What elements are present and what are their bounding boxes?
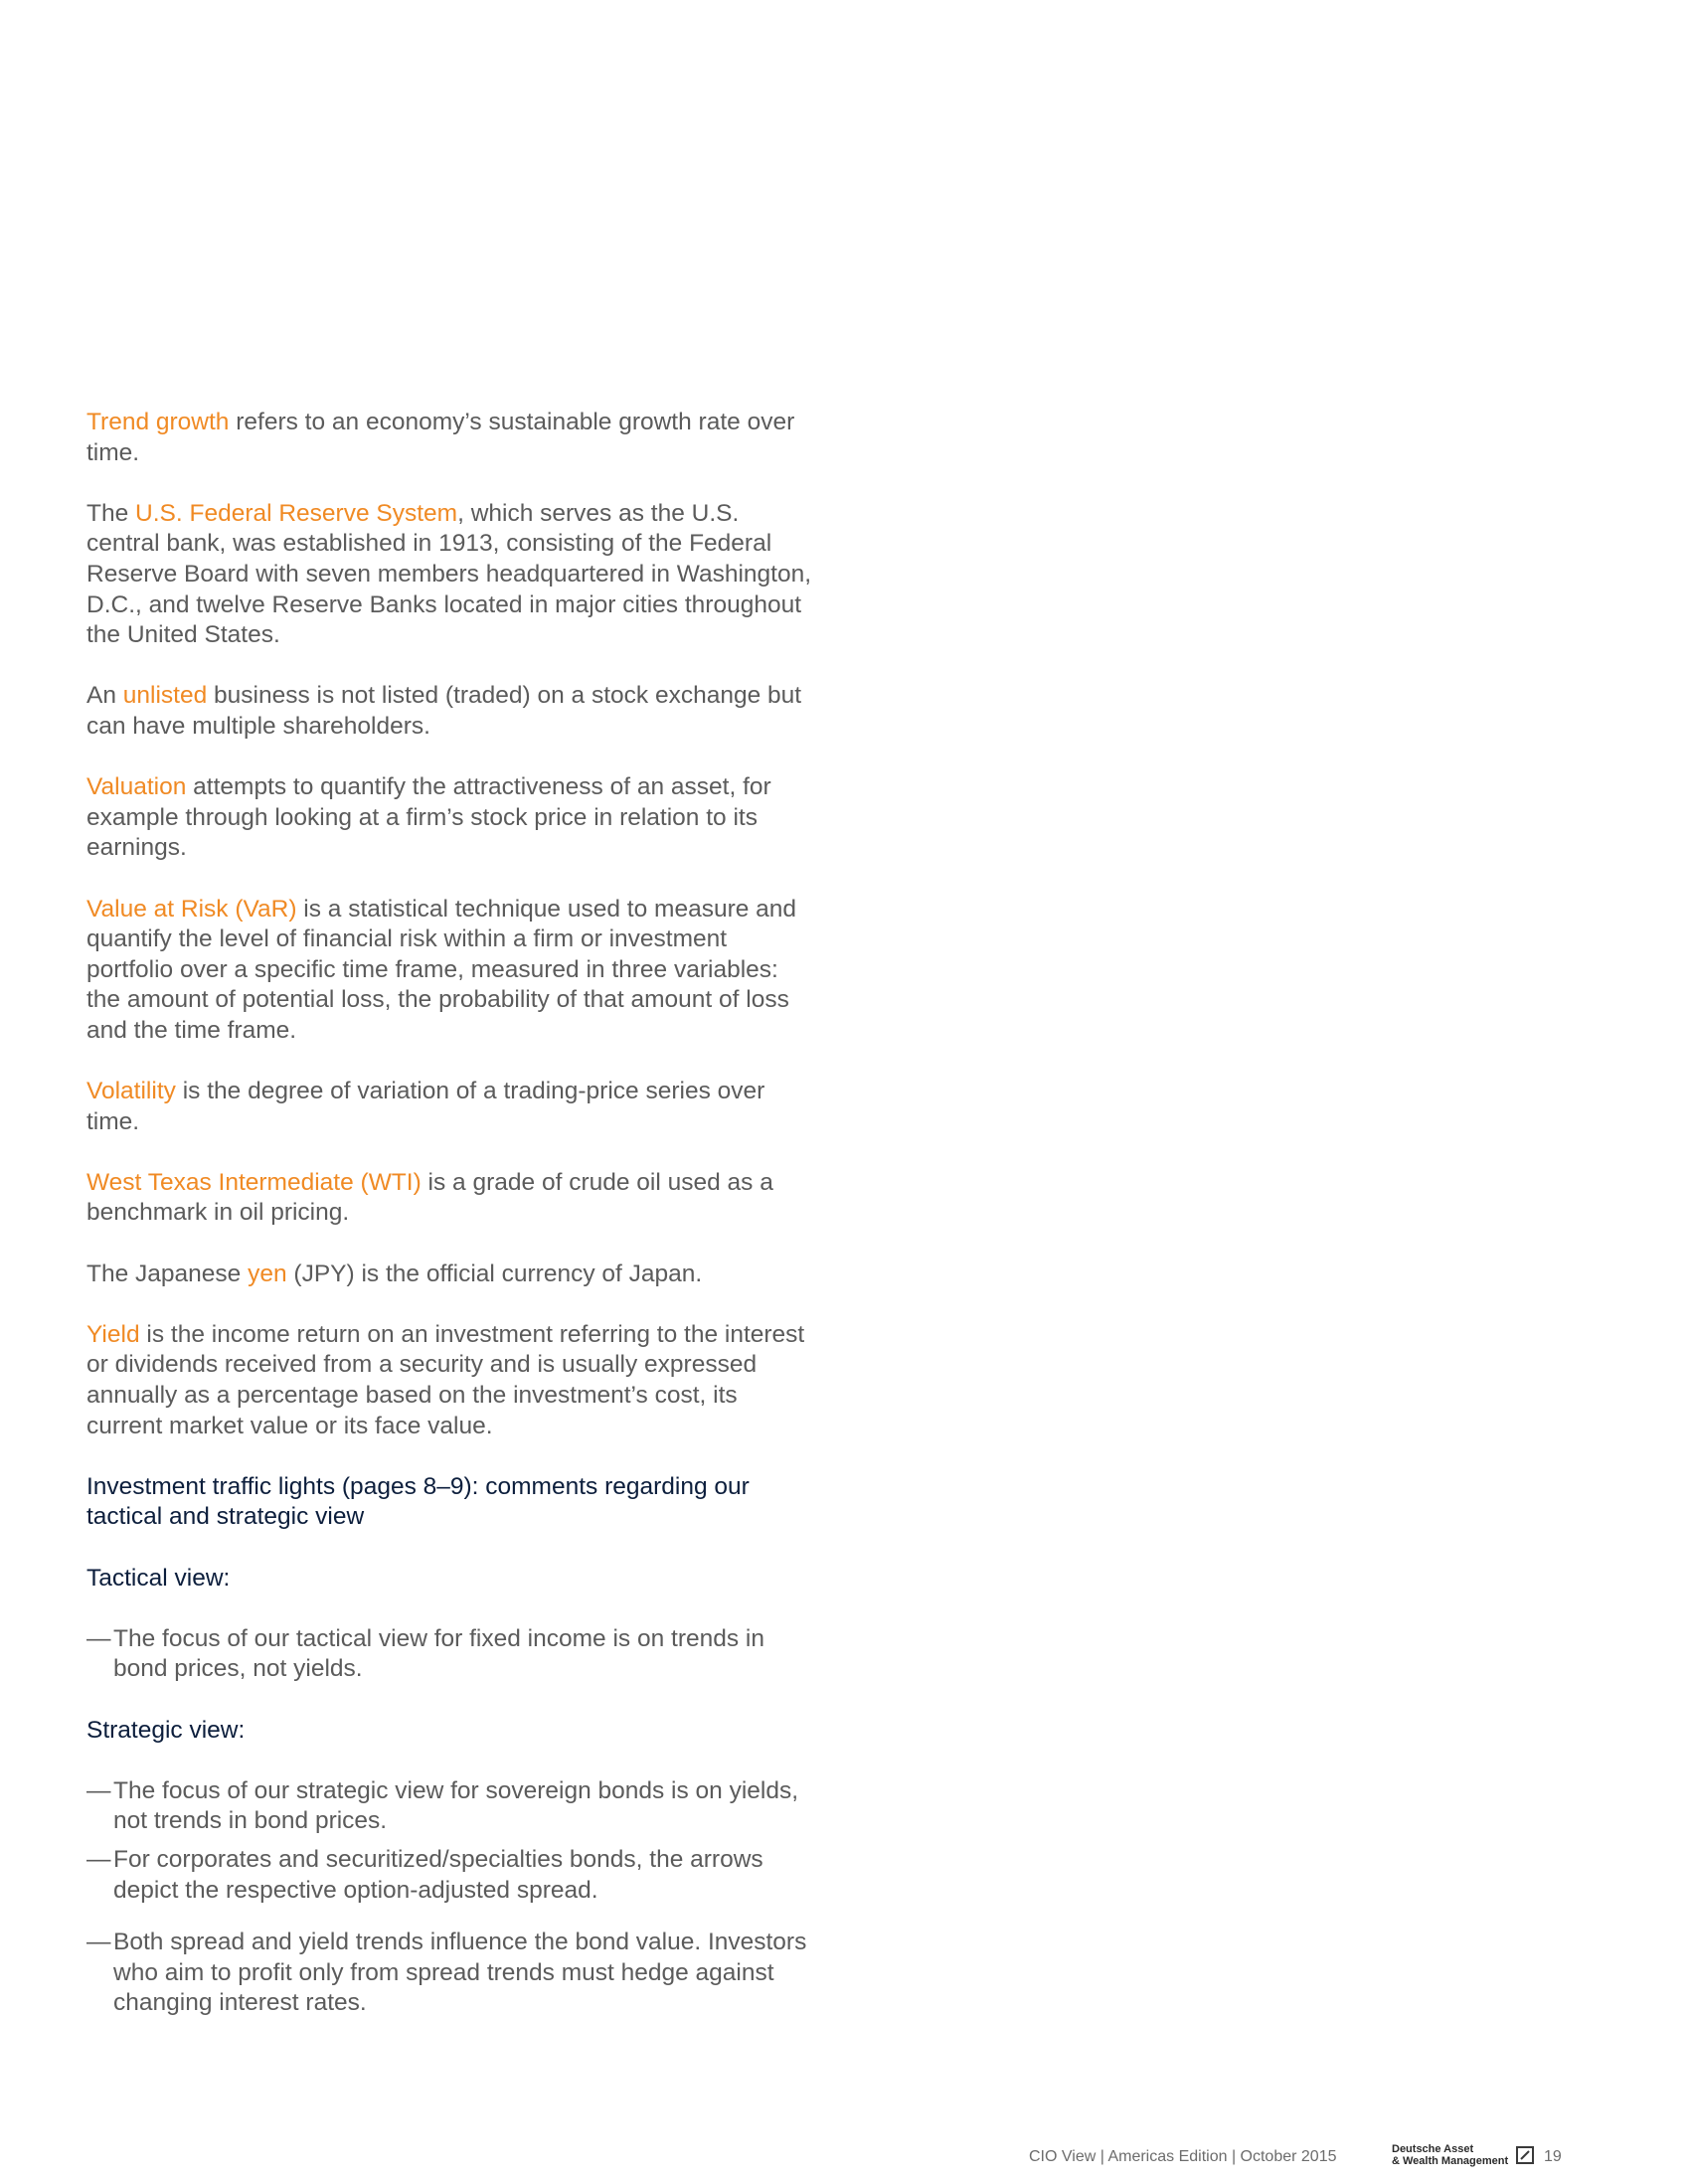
glossary-term: Valuation: [86, 773, 187, 801]
glossary-entry-volatility: Volatility is the degree of variation of a trading-price series over time.: [86, 1078, 765, 1135]
glossary-entry-yen: The Japanese yen (JPY) is the official currency of Japan.: [86, 1260, 703, 1287]
strategic-view-heading: Strategic view:: [86, 1716, 246, 1744]
glossary-entry-federal-reserve: The U.S. Federal Reserve System, which serves as the U.S. central bank, was established in 1913, consisting of the Federal Reserve Board with seven members headquartered in Washington, D.C., and twelve Reserve Banks located in major cities throughout the United States.: [86, 499, 812, 649]
glossary-term: U.S. Federal Reserve System: [135, 499, 458, 527]
glossary-term: Yield: [86, 1320, 140, 1348]
glossary-term: Volatility: [86, 1078, 176, 1105]
glossary-term: Value at Risk (VaR): [86, 895, 297, 923]
page-number: 19: [1544, 2148, 1562, 2165]
glossary-entry-yield: Yield is the income return on an investment referring to the interest or dividends received from a security and is usually expressed annually as a percentage based on the investment’s cost, its current market value or its face value.: [86, 1320, 805, 1439]
glossary-entry-unlisted: An unlisted business is not listed (traded) on a stock exchange but can have multiple shareholders.: [86, 682, 802, 740]
glossary-term: Trend growth: [86, 409, 230, 435]
glossary-term: unlisted: [122, 682, 208, 710]
list-item: — Both spread and yield trends influence the bond value. Investors who aim to profit only from spread trends must hedge against changing interest rates.: [86, 1929, 807, 2017]
glossary-term: yen: [248, 1260, 287, 1287]
publication-info: CIO View | Americas Edition | October 2015: [1029, 2148, 1337, 2165]
tactical-view-heading: Tactical view:: [86, 1564, 231, 1592]
strategic-view-list: [86, 1776, 812, 2019]
brand-name: Deutsche Asset & Wealth Management: [1392, 2143, 1509, 2167]
glossary-entry-wti: West Texas Intermediate (WTI) is a grade of crude oil used as a benchmark in oil pricing.: [86, 1168, 773, 1227]
glossary-term: West Texas Intermediate (WTI): [86, 1168, 422, 1196]
glossary-column: [86, 408, 812, 2019]
list-item: — The focus of our strategic view for sovereign bonds is on yields, not trends in bond prices.: [86, 1776, 799, 1835]
page-footer: [1029, 2143, 1586, 2173]
glossary-entry-trend-growth: Trend growth refers to an economy’s sustainable growth rate over time.: [86, 409, 795, 466]
traffic-lights-heading: Investment traffic lights (pages 8–9): comments regarding our tactical and strategic view: [86, 1472, 750, 1531]
tactical-view-list: [86, 1624, 812, 1685]
glossary-entry-value-at-risk: Value at Risk (VaR) is a statistical technique used to measure and quantify the level of financial risk within a firm or investment portfolio over a specific time frame, measured in three variables: the amount of potential loss, the probability of that amount of loss and the time frame.: [86, 895, 797, 1044]
glossary-entry-valuation: Valuation attempts to quantify the attractiveness of an asset, for example through looking at a firm’s stock price in relation to its earnings.: [86, 773, 771, 862]
list-item: — For corporates and securitized/specialties bonds, the arrows depict the respective option-adjusted spread.: [86, 1845, 763, 1904]
list-item: — The focus of our tactical view for fixed income is on trends in bond prices, not yields.: [86, 1624, 764, 1683]
deutsche-bank-logo-icon: [1516, 2146, 1534, 2164]
